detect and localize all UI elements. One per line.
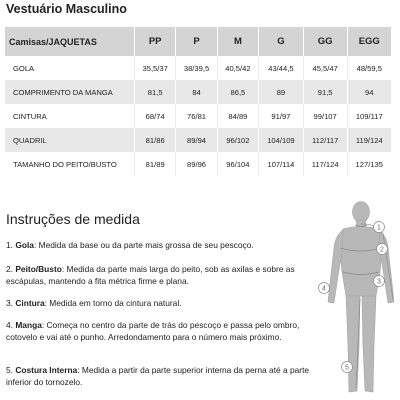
- table-row: [5, 128, 391, 152]
- instruction-term: Peito/Busto: [15, 264, 62, 274]
- instruction-term: Costura Interna: [15, 365, 78, 375]
- table-cell: 117/124: [303, 152, 347, 176]
- column-header: PP: [135, 27, 176, 56]
- table-cell: 48/59,5: [347, 56, 391, 80]
- marker-5-label: 5: [345, 364, 349, 372]
- marker-2-label: 2: [380, 246, 384, 254]
- page-title: Vestuário Masculino: [6, 2, 127, 16]
- instruction-term: Gola: [15, 240, 34, 250]
- table-cell: 112/117: [303, 128, 347, 152]
- marker-4-label: 4: [322, 285, 326, 293]
- instruction-item: [6, 319, 310, 344]
- instruction-item: [6, 364, 310, 389]
- instruction-text: : Medida em torno da cintura natural.: [44, 298, 182, 308]
- instruction-number: 4.: [6, 320, 13, 330]
- instruction-text: : Medida da base ou da parte mais grossa de seu pescoço.: [33, 240, 254, 250]
- table-cell: 89: [259, 80, 304, 104]
- table-row: [5, 56, 391, 80]
- instruction-number: 2.: [6, 264, 13, 274]
- column-header: EGG: [347, 27, 391, 56]
- column-header: GG: [303, 27, 347, 56]
- row-label: TAMANHO DO PEITO/BUSTO: [5, 152, 135, 176]
- table-cell: 81/89: [135, 152, 176, 176]
- table-cell: 91,5: [303, 80, 347, 104]
- table-cell: 99/107: [303, 104, 347, 128]
- table-cell: 40,5/42: [217, 56, 258, 80]
- instruction-number: 5.: [6, 365, 13, 375]
- table-cell: 81/86: [135, 128, 176, 152]
- instruction-term: Cintura: [15, 298, 45, 308]
- instruction-text: : Medida a partir da parte superior interna da perna até a parte inferior do tornozelo.: [6, 365, 310, 388]
- table-cell: 119/124: [347, 128, 391, 152]
- instruction-item: [6, 263, 310, 288]
- instruction-text: : Começa no centro da parte de trás do pescoço e passa pelo ombro, cotovelo e vai até o punho. Arredondamento para o número mais próximo.: [6, 320, 300, 343]
- body-measurement-figure: [303, 196, 400, 400]
- table-cell: 81,5: [135, 80, 176, 104]
- marker-3-label: 3: [377, 278, 381, 286]
- row-label: CINTURA: [5, 104, 135, 128]
- instruction-item: [6, 297, 310, 309]
- table-cell: 89/94: [176, 128, 217, 152]
- table-cell: 38/39,5: [176, 56, 217, 80]
- row-label: QUADRIL: [5, 128, 135, 152]
- column-header: G: [259, 27, 304, 56]
- table-cell: 84: [176, 80, 217, 104]
- table-cell: 35,5/37: [135, 56, 176, 80]
- table-cell: 68/74: [135, 104, 176, 128]
- table-cell: 89/96: [176, 152, 217, 176]
- row-label: COMPRIMENTO DA MANGA: [5, 80, 135, 104]
- instruction-number: 3.: [6, 298, 13, 308]
- table-cell: 86,5: [217, 80, 258, 104]
- figure-right-leg: [362, 296, 376, 392]
- instruction-number: 1.: [6, 240, 13, 250]
- size-table: [5, 27, 391, 176]
- table-cell: 43/44,5: [259, 56, 304, 80]
- figure-head: [353, 202, 370, 223]
- column-header: P: [176, 27, 217, 56]
- column-header: M: [217, 27, 258, 56]
- table-row: [5, 104, 391, 128]
- table-cell: 94: [347, 80, 391, 104]
- column-header: Camisas/JAQUETAS: [5, 27, 135, 56]
- marker-1-label: 1: [377, 224, 381, 232]
- row-label: GOLA: [5, 56, 135, 80]
- table-row: [5, 80, 391, 104]
- table-cell: 45,5/47: [303, 56, 347, 80]
- table-cell: 104/109: [259, 128, 304, 152]
- table-cell: 91/97: [259, 104, 304, 128]
- table-cell: 96/104: [217, 152, 258, 176]
- table-header-row: [5, 27, 391, 56]
- instructions-heading: Instruções de medida: [6, 211, 140, 227]
- instruction-item: [6, 239, 310, 251]
- table-cell: 107/114: [259, 152, 304, 176]
- table-cell: 76/81: [176, 104, 217, 128]
- table-row: [5, 152, 391, 176]
- table-cell: 109/117: [347, 104, 391, 128]
- instruction-text: : Medida da parte mais larga do peito, sob as axilas e sobre as escápulas, mantendo a fita métrica firme e plana.: [6, 264, 295, 287]
- table-cell: 96/102: [217, 128, 258, 152]
- table-cell: 84/89: [217, 104, 258, 128]
- table-cell: 127/135: [347, 152, 391, 176]
- instruction-term: Manga: [15, 320, 42, 330]
- figure-left-arm: [328, 230, 343, 303]
